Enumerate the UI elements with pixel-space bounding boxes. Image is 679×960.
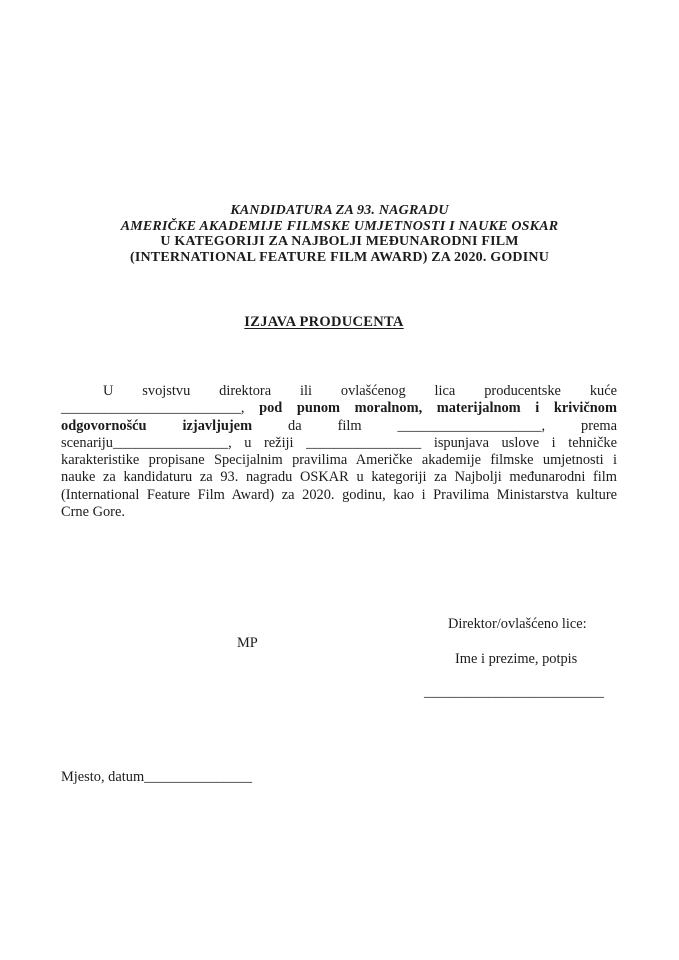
place-date-field	[61, 769, 252, 786]
director-label: Direktor/ovlašćeno lice:	[448, 616, 587, 632]
declaration-line	[61, 383, 617, 400]
declaration-segment: da film ____________________, prema	[252, 417, 617, 434]
declaration-paragraph	[61, 383, 617, 521]
declaration-line	[61, 418, 617, 435]
declaration-line	[61, 469, 617, 486]
declaration-bold-segment: pod punom moralnom, materijalnom i krivičnom	[259, 400, 617, 417]
declaration-segment: U svojstvu direktora ili ovlašćenog lica producentske kuće	[103, 383, 617, 399]
declaration-segment: Crne Gore.	[61, 503, 125, 520]
signatory-name-label: Ime i prezime, potpis	[455, 651, 578, 667]
declaration-segment: nauke za kandidaturu za 93. nagradu OSKAR u kategoriji za Najbolji međunarodni film	[61, 469, 617, 486]
declaration-line	[61, 435, 617, 452]
stamp-placeholder: MP	[237, 635, 258, 651]
place-date-label: Mjesto, datum	[61, 769, 145, 785]
declaration-segment: scenariju________________, u režiji ________________ ispunjava uslove i tehničke	[61, 434, 617, 451]
section-heading: IZJAVA PRODUCENTA	[244, 314, 404, 330]
declaration-line	[61, 487, 617, 504]
declaration-segment: (International Feature Film Award) za 2020. godinu, kao i Pravilima Ministarstva kulture	[61, 486, 617, 503]
declaration-segment: karakteristike propisane Specijalnim pravilima Američke akademije filmske umjetnosti i	[61, 452, 617, 468]
signature-line: _________________________	[424, 684, 604, 700]
declaration-segment: _________________________,	[61, 400, 260, 417]
title-line-4: (INTERNATIONAL FEATURE FILM AWARD) ZA 2020. GODINU	[129, 249, 550, 265]
declaration-line	[61, 452, 617, 469]
declaration-line	[61, 504, 617, 521]
declaration-line	[61, 400, 617, 417]
title-line-1: KANDIDATURA ZA 93. NAGRADU	[230, 203, 449, 218]
title-line-3: U KATEGORIJI ZA NAJBOLJI MEĐUNARODNI FILM	[160, 234, 519, 250]
title-line-2: AMERIČKE AKADEMIJE FILMSKE UMJETNOSTI I NAUKE OSKAR	[120, 218, 559, 234]
declaration-bold-segment: odgovornošću izjavljujem	[61, 417, 253, 434]
document-title	[0, 203, 679, 265]
place-date-blank-line: _______________	[144, 769, 253, 785]
